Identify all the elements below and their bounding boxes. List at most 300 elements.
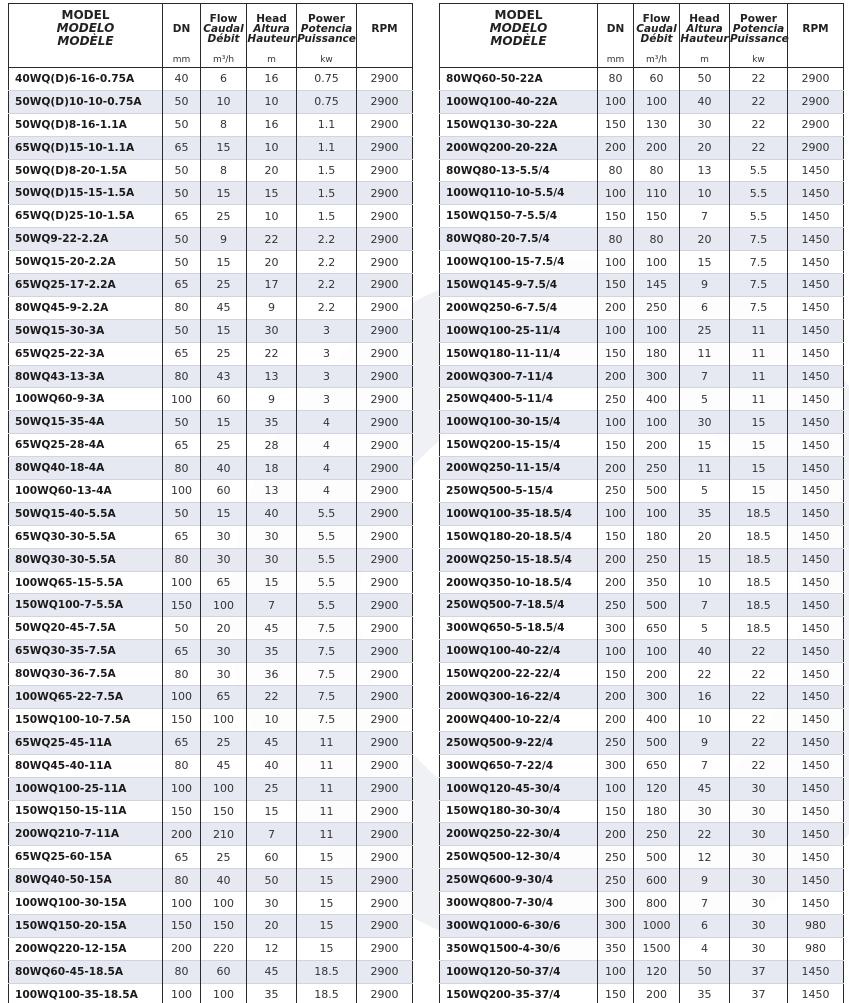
table-row	[9, 892, 413, 915]
cell-power: 22	[730, 113, 788, 136]
cell-power: 18.5	[730, 502, 788, 525]
cell-rpm: 2900	[357, 457, 413, 480]
cell-rpm: 1450	[788, 251, 844, 274]
cell-flow: 200	[634, 434, 680, 457]
cell-rpm: 980	[788, 914, 844, 937]
cell-power: 7.5	[730, 228, 788, 251]
unit-model	[440, 54, 598, 68]
cell-dn: 250	[598, 869, 634, 892]
table-row	[9, 319, 413, 342]
cell-flow: 800	[634, 892, 680, 915]
cell-rpm: 2900	[357, 251, 413, 274]
cell-flow: 650	[634, 754, 680, 777]
cell-power: 15	[730, 434, 788, 457]
cell-dn: 80	[598, 68, 634, 91]
cell-model: 80WQ40-18-4A	[9, 457, 163, 480]
cell-model: 100WQ110-10-5.5/4	[440, 182, 598, 205]
cell-head: 11	[680, 457, 730, 480]
cell-model: 300WQ1000-6-30/6	[440, 914, 598, 937]
cell-power: 30	[730, 823, 788, 846]
cell-power: 4	[297, 457, 357, 480]
header-power: Power Potencia Puissance	[297, 4, 357, 54]
cell-rpm: 1450	[788, 754, 844, 777]
cell-model: 250WQ500-7-18.5/4	[440, 594, 598, 617]
cell-dn: 200	[598, 296, 634, 319]
cell-head: 35	[247, 983, 297, 1003]
cell-rpm: 2900	[357, 663, 413, 686]
cell-rpm: 2900	[357, 342, 413, 365]
cell-model: 150WQ180-30-30/4	[440, 800, 598, 823]
cell-rpm: 2900	[357, 182, 413, 205]
cell-dn: 80	[163, 365, 201, 388]
cell-head: 45	[247, 960, 297, 983]
cell-head: 36	[247, 663, 297, 686]
cell-model: 100WQ100-40-22/4	[440, 640, 598, 663]
cell-flow: 30	[201, 663, 247, 686]
cell-flow: 8	[201, 159, 247, 182]
cell-dn: 100	[163, 983, 201, 1003]
cell-model: 150WQ200-35-37/4	[440, 983, 598, 1003]
cell-flow: 65	[201, 571, 247, 594]
cell-model: 250WQ500-9-22/4	[440, 731, 598, 754]
table-row	[440, 686, 844, 709]
cell-head: 30	[247, 548, 297, 571]
cell-rpm: 2900	[357, 846, 413, 869]
cell-power: 18.5	[730, 594, 788, 617]
cell-model: 100WQ120-45-30/4	[440, 777, 598, 800]
cell-flow: 10	[201, 90, 247, 113]
cell-rpm: 1450	[788, 846, 844, 869]
cell-power: 5.5	[730, 182, 788, 205]
table-row	[9, 228, 413, 251]
cell-power: 30	[730, 869, 788, 892]
cell-rpm: 1450	[788, 617, 844, 640]
cell-flow: 500	[634, 480, 680, 503]
cell-rpm: 1450	[788, 411, 844, 434]
cell-head: 7	[247, 594, 297, 617]
unit-head: m	[680, 54, 730, 68]
table-row	[440, 251, 844, 274]
cell-model: 150WQ100-10-7.5A	[9, 708, 163, 731]
cell-model: 250WQ400-5-11/4	[440, 388, 598, 411]
cell-head: 15	[247, 571, 297, 594]
cell-flow: 25	[201, 846, 247, 869]
cell-flow: 43	[201, 365, 247, 388]
cell-head: 7	[680, 754, 730, 777]
cell-power: 1.5	[297, 182, 357, 205]
cell-flow: 30	[201, 525, 247, 548]
cell-flow: 100	[201, 892, 247, 915]
cell-power: 18.5	[297, 960, 357, 983]
cell-power: 5.5	[730, 205, 788, 228]
table-row	[440, 113, 844, 136]
unit-power: kw	[297, 54, 357, 68]
cell-flow: 300	[634, 365, 680, 388]
cell-flow: 15	[201, 251, 247, 274]
cell-head: 16	[247, 68, 297, 91]
table-row	[9, 777, 413, 800]
cell-power: 3	[297, 342, 357, 365]
cell-head: 28	[247, 434, 297, 457]
cell-head: 13	[247, 480, 297, 503]
cell-rpm: 1450	[788, 800, 844, 823]
cell-dn: 50	[163, 411, 201, 434]
header-rpm: RPM	[788, 4, 844, 54]
table-row	[440, 90, 844, 113]
cell-model: 50WQ15-35-4A	[9, 411, 163, 434]
cell-flow: 120	[634, 960, 680, 983]
cell-power: 22	[730, 731, 788, 754]
cell-model: 65WQ25-17-2.2A	[9, 274, 163, 297]
cell-head: 22	[247, 228, 297, 251]
cell-head: 15	[680, 434, 730, 457]
cell-power: 15	[730, 480, 788, 503]
cell-rpm: 1450	[788, 594, 844, 617]
table-row	[440, 525, 844, 548]
cell-rpm: 1450	[788, 159, 844, 182]
cell-flow: 100	[634, 411, 680, 434]
cell-flow: 25	[201, 205, 247, 228]
cell-head: 10	[247, 205, 297, 228]
cell-dn: 100	[163, 571, 201, 594]
cell-rpm: 1450	[788, 274, 844, 297]
cell-dn: 40	[163, 68, 201, 91]
cell-flow: 300	[634, 686, 680, 709]
cell-rpm: 2900	[357, 502, 413, 525]
cell-rpm: 1450	[788, 777, 844, 800]
cell-rpm: 2900	[357, 274, 413, 297]
cell-flow: 80	[634, 159, 680, 182]
cell-model: 150WQ150-7-5.5/4	[440, 205, 598, 228]
cell-dn: 65	[163, 274, 201, 297]
pump-spec-table-right	[439, 3, 844, 1003]
cell-power: 18.5	[730, 571, 788, 594]
cell-flow: 20	[201, 617, 247, 640]
cell-power: 22	[730, 686, 788, 709]
cell-dn: 50	[163, 502, 201, 525]
table-row	[440, 342, 844, 365]
cell-dn: 100	[598, 411, 634, 434]
cell-flow: 100	[201, 708, 247, 731]
cell-flow: 100	[634, 640, 680, 663]
cell-head: 50	[680, 960, 730, 983]
cell-flow: 9	[201, 228, 247, 251]
cell-rpm: 2900	[357, 960, 413, 983]
cell-head: 12	[680, 846, 730, 869]
cell-model: 50WQ(D)8-20-1.5A	[9, 159, 163, 182]
cell-head: 10	[247, 90, 297, 113]
cell-power: 30	[730, 846, 788, 869]
cell-head: 50	[247, 869, 297, 892]
cell-model: 100WQ100-25-11A	[9, 777, 163, 800]
cell-dn: 80	[163, 457, 201, 480]
cell-power: 18.5	[730, 617, 788, 640]
cell-model: 200WQ300-16-22/4	[440, 686, 598, 709]
table-row	[9, 113, 413, 136]
cell-dn: 200	[598, 136, 634, 159]
cell-rpm: 2900	[357, 411, 413, 434]
cell-model: 65WQ25-22-3A	[9, 342, 163, 365]
cell-dn: 200	[598, 823, 634, 846]
cell-flow: 100	[201, 594, 247, 617]
cell-dn: 350	[598, 937, 634, 960]
cell-dn: 100	[163, 480, 201, 503]
cell-head: 25	[680, 319, 730, 342]
cell-power: 5.5	[297, 548, 357, 571]
cell-power: 18.5	[730, 525, 788, 548]
cell-rpm: 1450	[788, 434, 844, 457]
cell-rpm: 2900	[788, 136, 844, 159]
cell-dn: 300	[598, 617, 634, 640]
cell-rpm: 1450	[788, 296, 844, 319]
cell-head: 45	[247, 731, 297, 754]
cell-flow: 150	[634, 205, 680, 228]
cell-model: 150WQ200-15-15/4	[440, 434, 598, 457]
cell-power: 15	[730, 457, 788, 480]
cell-rpm: 1450	[788, 365, 844, 388]
cell-rpm: 1450	[788, 823, 844, 846]
cell-rpm: 1450	[788, 640, 844, 663]
table-row	[9, 708, 413, 731]
header-rpm: RPM	[357, 4, 413, 54]
cell-flow: 400	[634, 388, 680, 411]
cell-model: 100WQ100-30-15A	[9, 892, 163, 915]
cell-head: 30	[680, 411, 730, 434]
table-row	[9, 869, 413, 892]
cell-dn: 250	[598, 731, 634, 754]
cell-dn: 150	[598, 983, 634, 1003]
table-row	[9, 663, 413, 686]
cell-head: 20	[247, 914, 297, 937]
cell-power: 11	[297, 823, 357, 846]
table-row	[9, 731, 413, 754]
table-row	[9, 182, 413, 205]
table-row	[440, 388, 844, 411]
cell-model: 200WQ200-20-22A	[440, 136, 598, 159]
cell-flow: 15	[201, 136, 247, 159]
cell-model: 200WQ250-22-30/4	[440, 823, 598, 846]
cell-rpm: 2900	[357, 800, 413, 823]
cell-model: 300WQ650-7-22/4	[440, 754, 598, 777]
cell-power: 5.5	[730, 159, 788, 182]
cell-model: 100WQ65-22-7.5A	[9, 686, 163, 709]
unit-rpm	[357, 54, 413, 68]
table-row	[440, 708, 844, 731]
cell-dn: 100	[163, 686, 201, 709]
cell-flow: 250	[634, 548, 680, 571]
cell-model: 150WQ200-22-22/4	[440, 663, 598, 686]
cell-rpm: 2900	[357, 548, 413, 571]
cell-model: 200WQ250-6-7.5/4	[440, 296, 598, 319]
cell-model: 50WQ15-40-5.5A	[9, 502, 163, 525]
unit-head: m	[247, 54, 297, 68]
cell-model: 50WQ(D)15-15-1.5A	[9, 182, 163, 205]
cell-model: 100WQ65-15-5.5A	[9, 571, 163, 594]
cell-power: 22	[730, 136, 788, 159]
cell-rpm: 2900	[357, 594, 413, 617]
cell-dn: 150	[598, 800, 634, 823]
cell-model: 100WQ120-50-37/4	[440, 960, 598, 983]
cell-flow: 45	[201, 296, 247, 319]
cell-head: 13	[247, 365, 297, 388]
table-row	[9, 296, 413, 319]
cell-dn: 300	[598, 892, 634, 915]
cell-model: 80WQ30-30-5.5A	[9, 548, 163, 571]
cell-model: 250WQ500-12-30/4	[440, 846, 598, 869]
cell-flow: 130	[634, 113, 680, 136]
table-row	[440, 594, 844, 617]
cell-rpm: 1450	[788, 548, 844, 571]
cell-power: 7.5	[297, 617, 357, 640]
cell-dn: 150	[598, 274, 634, 297]
cell-flow: 100	[634, 251, 680, 274]
cell-rpm: 1450	[788, 960, 844, 983]
unit-rpm	[788, 54, 844, 68]
cell-dn: 250	[598, 480, 634, 503]
table-row	[440, 869, 844, 892]
cell-power: 22	[730, 663, 788, 686]
cell-model: 150WQ180-11-11/4	[440, 342, 598, 365]
cell-dn: 80	[598, 228, 634, 251]
cell-dn: 250	[598, 846, 634, 869]
cell-head: 22	[680, 663, 730, 686]
cell-flow: 110	[634, 182, 680, 205]
table-row	[440, 274, 844, 297]
cell-head: 6	[680, 296, 730, 319]
cell-head: 25	[247, 777, 297, 800]
cell-model: 50WQ15-20-2.2A	[9, 251, 163, 274]
cell-rpm: 1450	[788, 869, 844, 892]
cell-dn: 150	[163, 708, 201, 731]
cell-model: 65WQ30-30-5.5A	[9, 525, 163, 548]
cell-dn: 200	[598, 571, 634, 594]
cell-power: 0.75	[297, 90, 357, 113]
cell-model: 100WQ100-25-11/4	[440, 319, 598, 342]
cell-head: 22	[247, 342, 297, 365]
table-body-right	[440, 68, 844, 1003]
cell-dn: 100	[163, 892, 201, 915]
cell-rpm: 2900	[357, 319, 413, 342]
cell-head: 60	[247, 846, 297, 869]
cell-dn: 150	[163, 800, 201, 823]
table-row	[440, 777, 844, 800]
cell-model: 100WQ60-13-4A	[9, 480, 163, 503]
cell-head: 30	[247, 892, 297, 915]
table-row	[440, 937, 844, 960]
header-flow: Flow Caudal Débit	[634, 4, 680, 54]
cell-rpm: 2900	[357, 136, 413, 159]
cell-head: 17	[247, 274, 297, 297]
cell-flow: 60	[634, 68, 680, 91]
cell-dn: 65	[163, 205, 201, 228]
cell-dn: 300	[598, 914, 634, 937]
table-row	[440, 754, 844, 777]
cell-dn: 50	[163, 251, 201, 274]
cell-rpm: 2900	[357, 777, 413, 800]
table-row	[9, 136, 413, 159]
cell-rpm: 2900	[357, 228, 413, 251]
cell-dn: 80	[163, 754, 201, 777]
table-row	[440, 68, 844, 91]
cell-rpm: 1450	[788, 502, 844, 525]
table-row	[440, 914, 844, 937]
cell-head: 40	[680, 90, 730, 113]
cell-power: 30	[730, 777, 788, 800]
cell-dn: 150	[598, 525, 634, 548]
cell-flow: 200	[634, 983, 680, 1003]
cell-flow: 65	[201, 686, 247, 709]
cell-model: 100WQ100-30-15/4	[440, 411, 598, 434]
cell-head: 18	[247, 457, 297, 480]
unit-flow: m³/h	[634, 54, 680, 68]
cell-rpm: 1450	[788, 182, 844, 205]
table-row	[440, 548, 844, 571]
cell-model: 350WQ1500-4-30/6	[440, 937, 598, 960]
cell-model: 250WQ500-5-15/4	[440, 480, 598, 503]
cell-power: 15	[297, 914, 357, 937]
cell-dn: 150	[598, 205, 634, 228]
cell-model: 200WQ250-15-18.5/4	[440, 548, 598, 571]
cell-dn: 150	[598, 342, 634, 365]
cell-dn: 200	[598, 708, 634, 731]
cell-rpm: 1450	[788, 457, 844, 480]
table-row	[9, 571, 413, 594]
cell-dn: 80	[163, 869, 201, 892]
table-row	[440, 182, 844, 205]
cell-flow: 6	[201, 68, 247, 91]
cell-power: 11	[297, 754, 357, 777]
cell-flow: 100	[201, 983, 247, 1003]
cell-model: 50WQ15-30-3A	[9, 319, 163, 342]
cell-flow: 60	[201, 480, 247, 503]
cell-dn: 50	[163, 617, 201, 640]
cell-model: 65WQ(D)15-10-1.1A	[9, 136, 163, 159]
cell-flow: 30	[201, 548, 247, 571]
cell-power: 2.2	[297, 274, 357, 297]
cell-flow: 500	[634, 731, 680, 754]
table-row	[9, 205, 413, 228]
cell-head: 22	[680, 823, 730, 846]
table-row	[440, 617, 844, 640]
cell-model: 200WQ220-12-15A	[9, 937, 163, 960]
cell-flow: 200	[634, 663, 680, 686]
cell-flow: 15	[201, 502, 247, 525]
unit-model	[9, 54, 163, 68]
cell-model: 200WQ300-7-11/4	[440, 365, 598, 388]
cell-dn: 50	[163, 159, 201, 182]
cell-rpm: 2900	[357, 686, 413, 709]
cell-head: 4	[680, 937, 730, 960]
cell-power: 22	[730, 90, 788, 113]
cell-dn: 200	[163, 823, 201, 846]
cell-power: 30	[730, 937, 788, 960]
cell-power: 11	[730, 388, 788, 411]
cell-rpm: 2900	[357, 159, 413, 182]
cell-dn: 200	[163, 937, 201, 960]
cell-flow: 120	[634, 777, 680, 800]
cell-power: 15	[297, 846, 357, 869]
cell-rpm: 2900	[357, 296, 413, 319]
table-row	[440, 640, 844, 663]
cell-model: 200WQ400-10-22/4	[440, 708, 598, 731]
cell-flow: 150	[201, 800, 247, 823]
cell-power: 18.5	[730, 548, 788, 571]
cell-flow: 15	[201, 182, 247, 205]
table-row	[440, 365, 844, 388]
cell-model: 65WQ25-28-4A	[9, 434, 163, 457]
cell-power: 11	[730, 342, 788, 365]
cell-dn: 200	[598, 365, 634, 388]
